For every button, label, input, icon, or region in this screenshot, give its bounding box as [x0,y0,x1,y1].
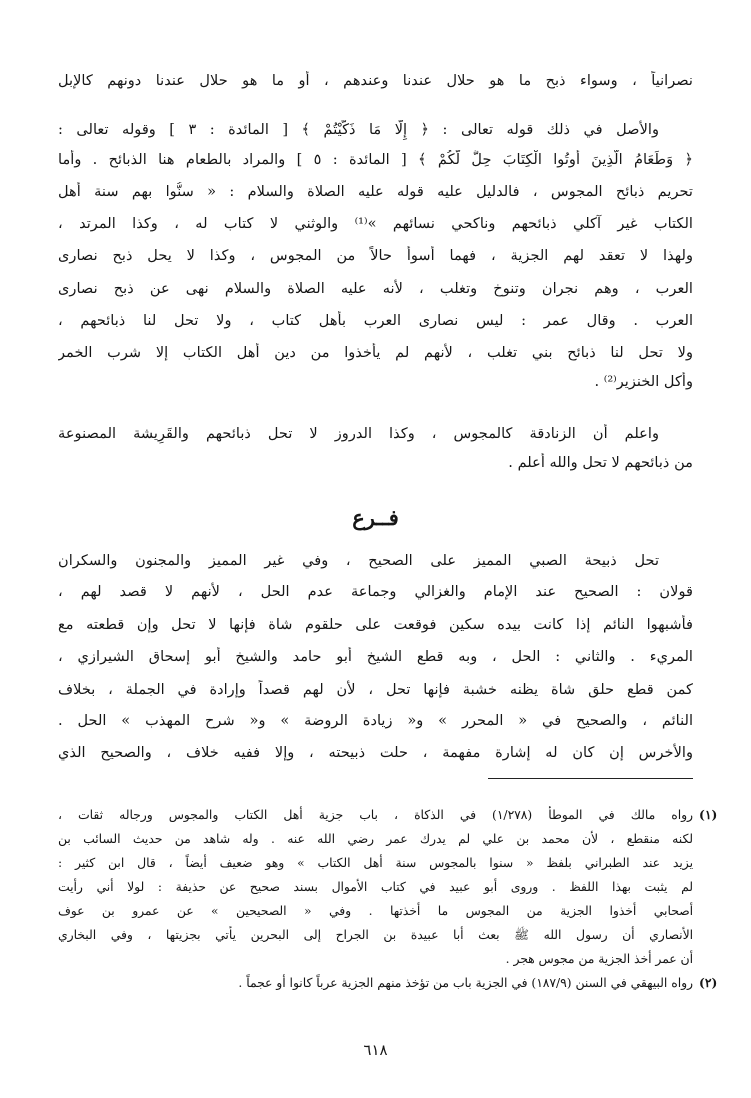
footnote-line: رواه مالك في الموطأ (١/٢٧٨) في الذكاة ، باب جزية أهل الكتاب والمجوس ورجاله ثقات ، [58,808,693,822]
text-line: وأكل الخنزير⁽²⁾ . [594,373,693,390]
text-line: العرب ، وهم نجران وتنوخ وتغلب ، لأنه عليه الصلاة والسلام نهى عن ذبح نصارى [58,280,693,297]
text-line: كمن قطع حلق شاة يظنه خشبة فإنها تحل ، لأن لهم قصداً وإرادة في الجملة ، بخلاف [58,681,693,698]
footnote-line: رواه البيهقي في السنن (١٨٧/٩) في الجزية باب من تؤخذ منهم الجزية عرباً كانوا أو عجماً . [238,976,693,990]
text-line: ولا تحل لنا ذبائح بني تغلب ، لأنهم لم يأخذوا من دين أهل الكتاب إلا شرب الخمر [58,344,693,361]
section-heading: فــرع [352,505,399,530]
text-line: العرب . وقال عمر : ليس نصارى العرب بأهل كتاب ، ولا تحل لنا ذبائحهم ، [58,312,693,329]
text-line: والأصل في ذلك قوله تعالى : ﴿ إِلَّا مَا ذَكَّيْتُمْ ﴾ [ المائدة : ٣ ] وقوله تعالى : [58,121,659,138]
footnote-separator [488,778,693,779]
text-line: نصرانياً ، وسواء ذبح ما هو حلال عندنا وعندهم ، أو ما هو حلال عندنا دونهم كالإبل [58,72,693,89]
footnote-number: (٢) [699,975,718,990]
footnote-line: الأنصاري أن رسول الله ﷺ بعث أبا عبيدة بن الجراح إلى البحرين يأتي بجزيتها ، وفي البخاري [58,928,693,942]
text-line: والأخرس إن كان له إشارة مفهمة ، حلت ذبيحته ، وإلا ففيه خلاف ، والصحيح الذي [58,744,693,761]
footnote-line: أصحابي أخذوا الجزية من المجوس ما أخذتها . وفي « الصحيحين » عن عمرو بن عوف [58,904,693,918]
text-line: تحريم ذبائح المجوس ، فالدليل عليه قوله عليه الصلاة والسلام : « سنُّوا بهم سنة أهل [58,183,693,200]
page-number: ٦١٨ [363,1041,388,1059]
footnote-number: (١) [699,807,718,822]
book-page [58,0,718,1098]
footnote-line: أن عمر أخذ الجزية من مجوس هجر . [505,952,693,966]
text-line: الكتاب غير آكلي ذبائحهم وناكحي نسائهم »⁽¹⁾ والوثني لا كتاب له ، وكذا المرتد ، [58,215,693,232]
text-line: النائم ، والصحيح في « المحرر » و« زيادة الروضة » و« شرح المهذب » الحل . [58,712,693,729]
text-line: فأشبهوا النائم إذا كانت بيده سكين فوقعت على حلقوم شاة فإنها لا تحل وإن قطعته مع [58,616,693,633]
text-line: قولان : الصحيح عند الإمام والغزالي وجماعة عدم الحل ، لأنهم لا قصد لهم ، [58,583,693,600]
text-line: تحل ذبيحة الصبي المميز على الصحيح ، وفي غير المميز والمجنون والسكران [58,552,659,569]
text-line: المريء . والثاني : الحل ، وبه قطع الشيخ أبو حامد والشيخ أبو إسحاق الشيرازي ، [58,648,693,665]
footnote-line: لكنه منقطع ، لأن محمد بن علي لم يدرك عمر رضي الله عنه . وله شاهد من حديث السائب بن [58,832,693,846]
text-line: ولهذا لا تعقد لهم الجزية ، فهما أسوأ حالاً من المجوس ، وكذا لا يحل ذبح نصارى [58,247,693,264]
text-line: واعلم أن الزنادقة كالمجوس ، وكذا الدروز لا تحل ذبائحهم والقَرِيشة المصنوعة [58,425,659,442]
text-line: ﴿ وَطَعَامُ الَّذِينَ أُوتُوا الْكِتَابَ حِلٌّ لَّكُمْ ﴾ [ المائدة : ٥ ] والمراد بالطعام هنا الذبائح . وأما [58,151,693,168]
footnote-line: يزيد عند الطبراني بلفظ « سنوا بالمجوس سنة أهل الكتاب » وهو ضعيف أيضاً ، قال ابن كثير : [58,856,693,870]
footnote-line: لم يثبت بهذا اللفظ . وروى أبو عبيد في كتاب الأموال بسند صحيح عن حذيفة : لولا أني رأيت [58,880,693,894]
text-line: من ذبائحهم لا تحل والله أعلم . [508,454,693,471]
